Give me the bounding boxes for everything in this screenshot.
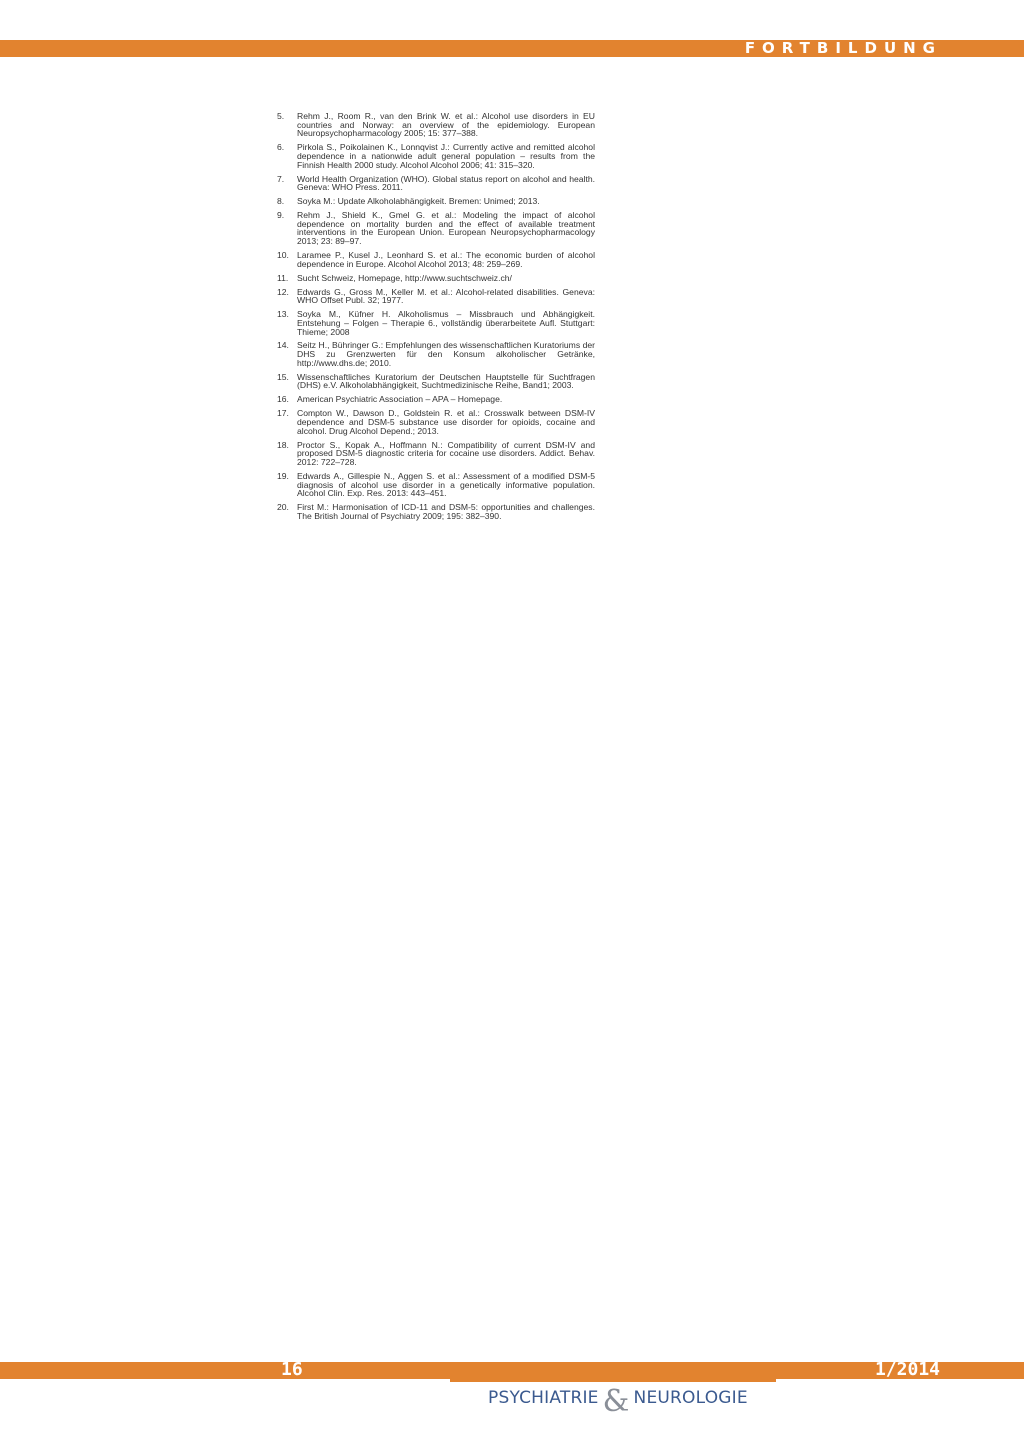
reference-text: First M.: Harmonisation of ICD-11 and DSM-5: opportunities and challenges. The British Journal of Psychiatry 2009; 195: 382–390. [297,502,595,521]
reference-item [277,395,595,404]
section-title: FORTBILDUNG [744,39,942,57]
reference-list [277,112,595,526]
reference-text: Laramee P., Kusel J., Leonhard S. et al.: The economic burden of alcohol dependence in Europe. Alcohol Alcohol 2013; 48: 259–269. [297,250,595,269]
reference-number: 5. [277,111,285,121]
journal-logo-right: NEUROLOGIE [633,1388,748,1408]
reference-number: 20. [277,502,289,513]
reference-item [277,175,595,192]
reference-text: Rehm J., Shield K., Gmel G. et al.: Modeling the impact of alcohol dependence on mortality burden and the effect of available treatment interventions in the European Union. European Neuropsychopharmacology 2013; 23: 89–97. [297,210,595,247]
footer-bar [0,1359,1024,1380]
page-number: 16 [281,1359,303,1380]
reference-item [277,274,595,283]
reference-item [277,503,595,520]
footer-bar-notch [450,1379,776,1382]
journal-logo-ampersand: & [602,1384,630,1419]
reference-number: 6. [277,142,285,153]
reference-text: Edwards A., Gillespie N., Aggen S. et al.: Assessment of a modified DSM-5 diagnosis of alcohol use disorder in a genetically informative population. Alcohol Clin. Exp. Res. 2013: 443–451. [297,470,595,499]
reference-item [277,441,595,467]
reference-text: World Health Organization (WHO). Global status report on alcohol and health. Geneva: WHO Press. 2011. [297,173,595,193]
reference-number: 12. [277,286,289,297]
reference-item [277,288,595,305]
reference-text: Seitz H., Bühringer G.: Empfehlungen des wissenschaftlichen Kuratoriums der DHS zu Grenzwerten für den Konsum alkoholischer Getränke, http://www.dhs.de; 2010. [297,340,595,368]
reference-text: Rehm J., Room R., van den Brink W. et al.: Alcohol use disorders in EU countries and Norway: an overview of the epidemiology. European Neuropsychopharmacology 2005; 15: 377–388. [297,111,595,139]
reference-item [277,373,595,390]
reference-number: 19. [277,470,289,481]
reference-text: Soyka M.: Update Alkoholabhängigkeit. Bremen: Unimed; 2013. [297,196,540,207]
reference-text: Wissenschaftliches Kuratorium der Deutschen Hauptstelle für Suchtfragen (DHS) e.V. Alkoholabhängigkeit, Suchtmedizinische Reihe, Band1; 2003. [297,371,595,391]
reference-text: Edwards G., Gross M., Keller M. et al.: Alcohol-related disabilities. Geneva: WHO Offset Publ. 32; 1977. [297,286,595,306]
reference-number: 17. [277,408,289,419]
reference-item [277,310,595,336]
reference-item [277,341,595,367]
reference-item [277,143,595,169]
reference-item [277,197,595,206]
reference-item [277,112,595,138]
reference-text: American Psychiatric Association – APA – Homepage. [297,394,503,405]
reference-text: Pirkola S., Poikolainen K., Lonnqvist J.: Currently active and remitted alcohol dependence in a nationwide adult general population – results from the Finnish Health 2000 study. Alcohol Alcohol 2006; 41: 315–320. [297,142,595,170]
reference-text: Proctor S., Kopak A., Hoffmann N.: Compatibility of current DSM-IV and proposed DSM-5 diagnostic criteria for cocaine use disorders. Addict. Behav. 2012: 722–728. [297,439,595,467]
reference-text: Sucht Schweiz, Homepage, http://www.suchtschweiz.ch/ [297,272,512,283]
reference-item [277,472,595,498]
reference-number: 18. [277,439,289,450]
reference-item [277,409,595,435]
journal-logo [488,1383,748,1419]
reference-text: Compton W., Dawson D., Goldstein R. et al.: Crosswalk between DSM-IV dependence and DSM-5 substance use disorder for opioids, cocaine and alcohol. Drug Alcohol Depend.; 2013. [297,408,595,436]
issue-number: 1/2014 [874,1359,940,1380]
reference-number: 9. [277,210,285,221]
reference-number: 8. [277,196,285,207]
journal-logo-left: PSYCHIATRIE [488,1388,599,1408]
reference-number: 7. [277,173,285,184]
reference-item [277,251,595,268]
reference-number: 10. [277,250,289,261]
reference-number: 16. [277,394,289,405]
reference-number: 14. [277,340,289,351]
reference-number: 15. [277,371,289,382]
reference-text: Soyka M., Küfner H. Alkoholismus – Missbrauch und Abhängigkeit. Entstehung – Folgen – Therapie 6., vollständig überarbeitete Aufl. Stuttgart: Thieme; 2008 [297,309,595,337]
reference-item [277,211,595,246]
reference-number: 13. [277,309,289,320]
reference-number: 11. [277,272,289,283]
